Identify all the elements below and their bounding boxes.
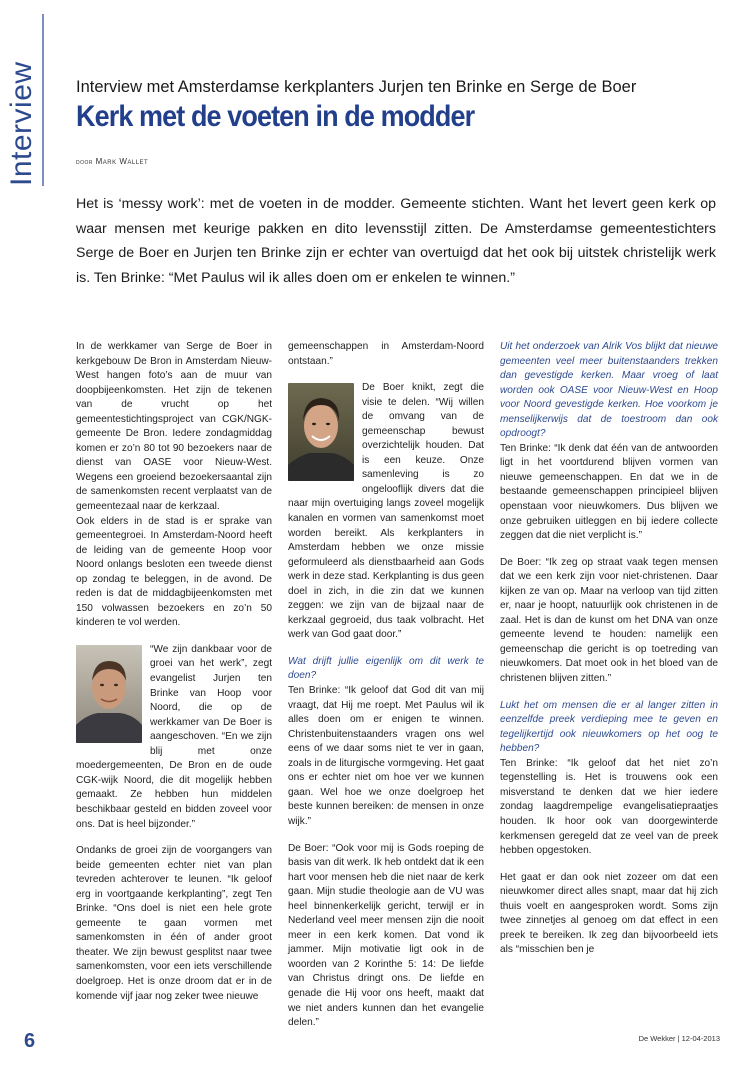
col2-paragraph-1: gemeenschappen in Amsterdam-Noord ontstaan.” <box>288 341 484 367</box>
portrait-image <box>288 383 354 481</box>
col1-paragraph-1: In de werkkamer van Serge de Boer in kerkgebouw De Bron in Amsterdam Nieuw-West hangen foto’s aan de muur van doopbijeenkomsten. Het zijn de tekenen van de vrucht op het gemeentestichtingsproject van CGK/NGK-gemeente De Bron. Iedere zondagmiddag komen er zo’n 80 tot 90 bezoekers naar de dienst van OASE voor Nieuw-West. Wegens een groeiend bezoekersaantal zijn de samenkomsten recent verplaatst van de gemeentezaal naar de kerkzaal. <box>76 341 272 513</box>
col2-photo-block <box>288 381 484 643</box>
col3-paragraph-3: Ten Brinke: “Ik geloof dat het niet zo’n tegenstelling is. Het is trouwens ook een misverstand te denken dat we hier iedere zondag laagdrempelige evangelisatiepraatjes houden. Ik hoor ook van doorgewinterde kerkmensen geregeld dat ze veel van de preek hebben opgestoken. <box>500 757 718 857</box>
col1-photo-block <box>76 643 272 832</box>
article-subtitle: Interview met Amsterdamse kerkplanters Jurjen ten Brinke en Serge de Boer <box>76 78 637 96</box>
column-3 <box>500 340 718 958</box>
col1-paragraph-4: Ondanks de groei zijn de voorgangers van beide gemeenten echter niet van plan tevreden achterover te leunen. “Ik geloof erg in voortgaande kerkplanting”, zegt Ten Brinke. “Ons doel is niet een hele grote gemeente te gaan vormen met samenkomsten in één of ander groot theater. We zijn bewust gesplitst naar twee samenkomsten, voor een iets verschillende doelgroep. Het is onze droom dat er in de komende vijf jaar nog zeker twee nieuwe <box>76 845 272 1002</box>
col3-question-2: Lukt het om mensen die er al langer zitten in eenzelfde preek verdieping mee te geven en tegelijkertijd ook nieuwkomers op het oog te hebben? <box>500 699 718 755</box>
col3-paragraph-4: Het gaat er dan ook niet zozeer om dat een nieuwkomer direct alles snapt, maar dat hij zich thuis voelt en aangesproken wordt. Soms zijn twee zinnetjes al genoeg om dat effect in een preek te bereiken. Ik zeg dan bijvoorbeeld iets als “misschien ben je <box>500 871 718 956</box>
side-rule <box>42 14 44 186</box>
col2-paragraph-3: Ten Brinke: “Ik geloof dat God dit van mij vraagt, dat Hij me roept. Met Paulus wil ik alles doen om er enigen te winnen. Christenbuitenstaanders vragen ons wel eens of we daar soms niet te ver in gaan, zoals in de liturgische vormgeving. Het gaat ons er echter niet om hoe ver we kunnen gaan. Wel hoe we onze doelgroep het beste kunnen bereiken: de mensen in onze wijk.” <box>288 685 484 827</box>
publication-footer: De Wekker | 12-04-2013 <box>638 1034 720 1043</box>
photo-jurjen-ten-brinke <box>76 645 142 743</box>
col2-question-1: Wat drijft jullie eigenlijk om dit werk te doen? <box>288 655 484 682</box>
col2-paragraph-4: De Boer: “Ook voor mij is Gods roeping de basis van dit werk. Ik heb ontdekt dat ik een hart voor mensen heb die niet naar de kerk gaan. Mijn studie theologie aan de VU was heel binnenkerkelijk gericht, terwijl er in Nederland veel meer mensen zijn die nooit meer in een kerk komen. Dat vond ik jammer. Mijn motivatie ligt ook in de woorden van 2 Korinthe 5: 14: De liefde van Christus dringt ons. De liefde en genade die Hij voor ons heeft, maakt dat we niet anders kunnen dan het evangelie delen.” <box>288 842 484 1029</box>
col3-paragraph-2: De Boer: “Ik zeg op straat vaak tegen mensen dat we een kerk zijn voor niet-christenen. Daar kijken ze van op. Maar na verloop van tijd zitten er, naar je hoopt, natuurlijk ook christenen in de zaal. Het is dan de kunst om het DNA van onze gemeente levend te houden: namelijk een gemeenschap die gericht is op toetreding van nieuwkomers. Dat moet ook in het bloed van de christenen blijven zitten.” <box>500 556 718 685</box>
column-1 <box>76 340 272 1004</box>
col3-paragraph-1: Ten Brinke: “Ik denk dat één van de antwoorden ligt in het voortdurend blijven vormen van nieuwe gemeenschappen. En dat we in de bestaande gemeenschappen principieel blijven openstaan voor nieuwkomers. Dus blijven we onze gebruiken uitleggen en bij iedere collecte zeggen dat die niet verplicht is.” <box>500 442 718 542</box>
byline-prefix: door <box>76 157 93 166</box>
article-title: Kerk met de voeten in de modder <box>76 100 475 133</box>
column-2 <box>288 340 484 1031</box>
photo-serge-de-boer <box>288 383 354 481</box>
intro-paragraph: Het is ‘messy work’: met de voeten in de modder. Gemeente stichten. Want het levert geen kerk op waar mensen met keurige pakken en dito levensstijl zitten. De Amsterdamse gemeentestichters Serge de Boer en Jurjen ten Brinke zijn er echter van overtuigd dat het ook bij uitstek christelijk werk is. Ten Brinke: “Met Paulus wil ik alles doen om er enkelen te winnen.” <box>76 196 716 286</box>
byline <box>76 157 148 166</box>
portrait-image <box>76 645 142 743</box>
page-number: 6 <box>24 1030 36 1052</box>
col2-paragraph-2: De Boer knikt, zegt die visie te delen. “Wij willen de omvang van de gemeenschap bewust overzichtelijk houden. Dat is een keuze. Onze samenleving is zo ongelooflijk divers dat die naar mijn overtuiging langs zoveel mogelijk kanalen en vormen van samenkomst moet worden bereikt. Als kerkplanters in Amsterdam hebben we onze missie geformuleerd als dienstbaarheid aan Gods werk in deze stad. Kerkplanting is dus geen doel in zich, in die zin dat we kunnen zeggen: we zijn van de bijzaal naar de kerkzaal gegroeid, dus taak volbracht. Het werk van God gaat door.” <box>288 382 484 641</box>
section-label: Interview <box>5 61 38 186</box>
byline-author: Mark Wallet <box>95 157 149 166</box>
col1-paragraph-2: Ook elders in de stad is er sprake van gemeentegroei. In Amsterdam-Noord heeft de leiding van de gemeente Hoop voor Noord onlangs besloten een tweede dienst op zondag te beleggen, in de avond. De reden is dat de middagbijeenkomsten met 150 volwassen bezoekers en zo’n 50 kinderen te vol werden. <box>76 515 272 629</box>
col1-paragraph-3: “We zijn dankbaar voor de groei van het werk”, zegt evangelist Jurjen ten Brinke van Hoop voor Noord, die op de werkkamer van De Boer is aangeschoven. “En we zijn blij met onze moedergemeenten, De Bron en de oude CGK-wijk Noord, die dit mogelijk hebben gemaakt. Ze hebben hun middelen beschikbaar gesteld en bidden zoveel voor ons. Dat is heel bijzonder.” <box>76 643 272 830</box>
col3-question-1: Uit het onderzoek van Alrik Vos blijkt dat nieuwe gemeenten veel meer buitenstaanders trekken dan gevestigde kerken. Maar vroeg of laat worden ook OASE voor Nieuw-West en Hoop voor Noord gevestigde kerken. Hoe voorkom je menselijkerwijs dat de toestroom dan ook opdroogt? <box>500 341 718 440</box>
